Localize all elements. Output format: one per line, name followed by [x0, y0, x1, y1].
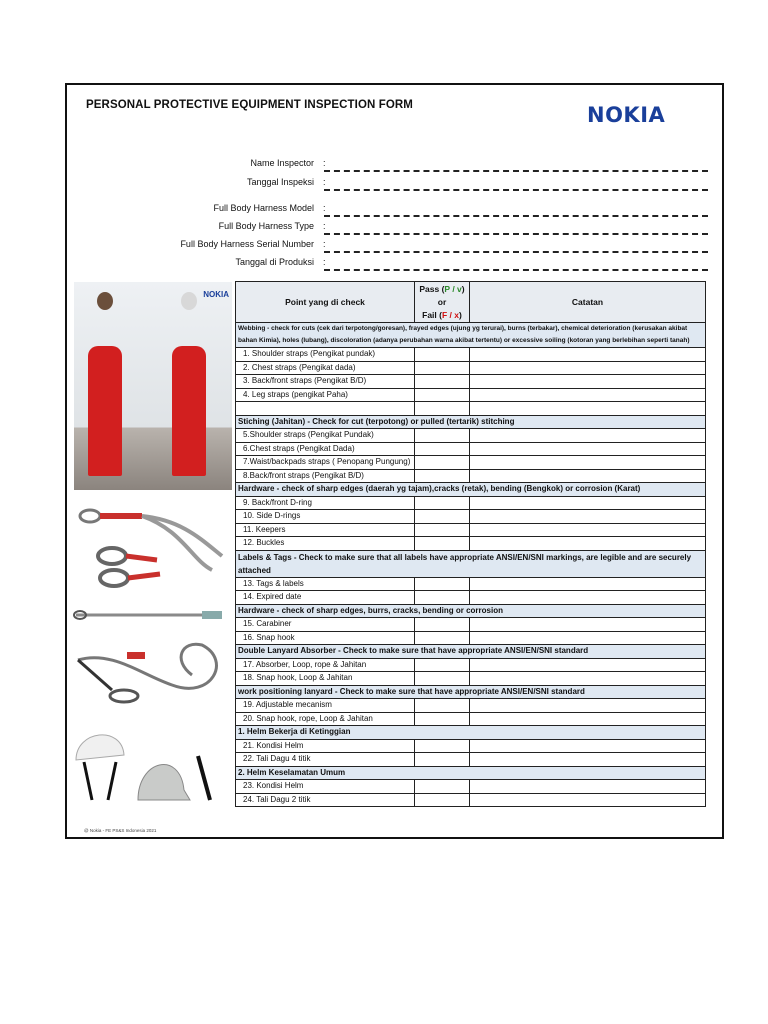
- field-input[interactable]: [324, 269, 708, 271]
- check-item-row: [236, 699, 706, 713]
- check-item-label: 6.Chest straps (Pengikat Dada): [236, 442, 415, 456]
- check-item-label: 14. Expired date: [236, 591, 415, 605]
- section-header-row: [236, 645, 706, 659]
- check-item-row: [236, 456, 706, 470]
- notes-cell[interactable]: [470, 496, 706, 510]
- pass-fail-cell[interactable]: [415, 780, 470, 794]
- person-back-helmet: [181, 292, 197, 310]
- equipment-illustrations: [72, 500, 234, 830]
- check-item-label: 17. Absorber, Loop, rope & Jahitan: [236, 658, 415, 672]
- notes-cell[interactable]: [470, 672, 706, 686]
- copyright-note: @ Nokia - FE PS&S Indonesia 2021: [84, 828, 157, 833]
- pass-fail-cell[interactable]: [415, 537, 470, 551]
- field-input[interactable]: [324, 215, 708, 217]
- field-input[interactable]: [324, 189, 708, 191]
- check-item-label: 13. Tags & labels: [236, 577, 415, 591]
- check-item-row: [236, 402, 706, 416]
- section-header-row: [236, 604, 706, 618]
- check-item-row: [236, 739, 706, 753]
- field-colon: :: [323, 203, 326, 213]
- notes-cell[interactable]: [470, 780, 706, 794]
- check-item-label: 11. Keepers: [236, 523, 415, 537]
- col-pass-fail-header: Pass (P / v) or Fail (F / x): [415, 282, 470, 323]
- col-notes-header: Catatan: [470, 282, 706, 323]
- field-row: [80, 218, 708, 236]
- check-item-label: 12. Buckles: [236, 537, 415, 551]
- notes-cell[interactable]: [470, 348, 706, 362]
- pass-fail-cell[interactable]: [415, 375, 470, 389]
- section-header-row: [236, 726, 706, 740]
- field-label: Full Body Harness Model: [213, 203, 314, 213]
- notes-cell[interactable]: [470, 712, 706, 726]
- notes-cell[interactable]: [470, 456, 706, 470]
- check-item-label: 10. Side D-rings: [236, 510, 415, 524]
- field-row: [80, 236, 708, 254]
- notes-cell[interactable]: [470, 591, 706, 605]
- section-title: Webbing - check for cuts (cek dari terpotong/goresan), frayed edges (ujung yg terurai), burns (terbakar), chemical deterioration (kerusakan akibat bahan Kimia), holes (lubang), discoloration (adanya perubahan warna akibat tertentu) or excessive soiling (kotoran yang berlebihan seperti tanah): [236, 323, 706, 348]
- check-item-label: 21. Kondisi Helm: [236, 739, 415, 753]
- section-header-row: [236, 766, 706, 780]
- notes-cell[interactable]: [470, 658, 706, 672]
- notes-cell[interactable]: [470, 429, 706, 443]
- pass-fail-cell[interactable]: [415, 456, 470, 470]
- notes-cell[interactable]: [470, 577, 706, 591]
- section-header-row: [236, 323, 706, 348]
- pass-fail-cell[interactable]: [415, 496, 470, 510]
- section-header-row: [236, 550, 706, 577]
- check-item-row: [236, 442, 706, 456]
- pass-fail-cell[interactable]: [415, 699, 470, 713]
- notes-cell[interactable]: [470, 442, 706, 456]
- check-item-row: [236, 537, 706, 551]
- pass-fail-cell[interactable]: [415, 469, 470, 483]
- person-back-figure: [172, 346, 206, 476]
- notes-cell[interactable]: [470, 375, 706, 389]
- double-lanyard-image: [80, 510, 222, 586]
- check-item-label: 3. Back/front straps (Pengikat B/D): [236, 375, 415, 389]
- helmet-images: [76, 735, 210, 800]
- check-item-row: [236, 780, 706, 794]
- pass-fail-cell[interactable]: [415, 631, 470, 645]
- field-input[interactable]: [324, 170, 708, 172]
- section-header-row: [236, 415, 706, 429]
- notes-cell[interactable]: [470, 537, 706, 551]
- check-item-row: [236, 361, 706, 375]
- field-colon: :: [323, 221, 326, 231]
- pass-fail-cell[interactable]: [415, 523, 470, 537]
- check-item-row: [236, 658, 706, 672]
- pass-fail-cell[interactable]: [415, 348, 470, 362]
- notes-cell[interactable]: [470, 388, 706, 402]
- notes-cell[interactable]: [470, 631, 706, 645]
- section-title: work positioning lanyard - Check to make sure that have appropriate ANSI/EN/SNI standard: [236, 685, 706, 699]
- check-item-label: 19. Adjustable mecanism: [236, 699, 415, 713]
- notes-cell[interactable]: [470, 793, 706, 807]
- field-row: [80, 254, 708, 272]
- notes-cell[interactable]: [470, 618, 706, 632]
- field-colon: :: [323, 158, 326, 168]
- check-item-row: [236, 469, 706, 483]
- check-item-label: 9. Back/front D-ring: [236, 496, 415, 510]
- section-title: 2. Helm Keselamatan Umum: [236, 766, 706, 780]
- photo-nokia-logo: NOKIA: [203, 290, 229, 299]
- section-title: 1. Helm Bekerja di Ketinggian: [236, 726, 706, 740]
- field-input[interactable]: [324, 233, 708, 235]
- section-title: Hardware - check of sharp edges (daerah yg tajam),cracks (retak), bending (Bengkok) or corrosion (Karat): [236, 483, 706, 497]
- check-item-label: 4. Leg straps (pengikat Paha): [236, 388, 415, 402]
- check-item-row: [236, 429, 706, 443]
- pass-fail-cell[interactable]: [415, 591, 470, 605]
- field-colon: :: [323, 239, 326, 249]
- pass-fail-cell[interactable]: [415, 402, 470, 416]
- check-item-row: [236, 577, 706, 591]
- notes-cell[interactable]: [470, 523, 706, 537]
- check-item-row: [236, 591, 706, 605]
- pass-fail-cell[interactable]: [415, 793, 470, 807]
- col-point-header: Point yang di check: [236, 282, 415, 323]
- field-row: [80, 155, 708, 173]
- field-label: Tanggal di Produksi: [235, 257, 314, 267]
- pass-fail-cell[interactable]: [415, 510, 470, 524]
- check-item-label: 16. Snap hook: [236, 631, 415, 645]
- check-item-label: 2. Chest straps (Pengikat dada): [236, 361, 415, 375]
- check-item-label: 20. Snap hook, rope, Loop & Jahitan: [236, 712, 415, 726]
- check-item-label: [236, 402, 415, 416]
- check-item-label: 8.Back/front straps (Pengikat B/D): [236, 469, 415, 483]
- notes-cell[interactable]: [470, 753, 706, 767]
- person-front-figure: [88, 346, 122, 476]
- check-item-row: [236, 712, 706, 726]
- field-input[interactable]: [324, 251, 708, 253]
- pass-fail-cell[interactable]: [415, 442, 470, 456]
- pass-fail-cell[interactable]: [415, 361, 470, 375]
- pass-fail-cell[interactable]: [415, 739, 470, 753]
- check-item-label: 7.Waist/backpads straps ( Penopang Pungung): [236, 456, 415, 470]
- inspection-table: [235, 281, 706, 807]
- harness-photo: [74, 282, 232, 490]
- pass-fail-cell[interactable]: [415, 388, 470, 402]
- check-item-label: 22. Tali Dagu 4 titik: [236, 753, 415, 767]
- pass-fail-cell[interactable]: [415, 577, 470, 591]
- field-colon: :: [323, 257, 326, 267]
- section-title: Stiching (Jahitan) - Check for cut (terpotong) or pulled (tertarik) stitching: [236, 415, 706, 429]
- check-item-row: [236, 375, 706, 389]
- check-item-label: 1. Shoulder straps (Pengikat pundak): [236, 348, 415, 362]
- check-item-row: [236, 523, 706, 537]
- field-colon: :: [323, 177, 326, 187]
- pass-fail-cell[interactable]: [415, 658, 470, 672]
- section-title: Labels & Tags - Check to make sure that all labels have appropriate ANSI/EN/SNI markings, are legible and are securely attached: [236, 550, 706, 577]
- check-item-label: 15. Carabiner: [236, 618, 415, 632]
- check-item-row: [236, 388, 706, 402]
- check-item-row: [236, 793, 706, 807]
- field-label: Full Body Harness Serial Number: [180, 239, 314, 249]
- pass-fail-cell[interactable]: [415, 753, 470, 767]
- person-front-head: [97, 292, 113, 310]
- check-item-row: [236, 672, 706, 686]
- positioning-lanyard-image: [74, 611, 222, 619]
- field-row: [80, 174, 708, 192]
- pass-fail-cell[interactable]: [415, 429, 470, 443]
- field-label: Full Body Harness Type: [218, 221, 314, 231]
- check-item-row: [236, 510, 706, 524]
- field-label: Tanggal Inspeksi: [246, 177, 314, 187]
- check-item-row: [236, 618, 706, 632]
- notes-cell[interactable]: [470, 739, 706, 753]
- notes-cell[interactable]: [470, 361, 706, 375]
- notes-cell[interactable]: [470, 402, 706, 416]
- check-item-row: [236, 348, 706, 362]
- pass-fail-cell[interactable]: [415, 712, 470, 726]
- pass-fail-cell[interactable]: [415, 672, 470, 686]
- check-item-row: [236, 631, 706, 645]
- check-item-row: [236, 496, 706, 510]
- section-title: Double Lanyard Absorber - Check to make sure that have appropriate ANSI/EN/SNI standard: [236, 645, 706, 659]
- field-label: Name Inspector: [250, 158, 314, 168]
- notes-cell[interactable]: [470, 469, 706, 483]
- section-title: Hardware - check of sharp edges, burrs, cracks, bending or corrosion: [236, 604, 706, 618]
- check-item-row: [236, 753, 706, 767]
- check-item-label: 18. Snap hook, Loop & Jahitan: [236, 672, 415, 686]
- section-header-row: [236, 483, 706, 497]
- notes-cell[interactable]: [470, 699, 706, 713]
- section-header-row: [236, 685, 706, 699]
- check-item-label: 23. Kondisi Helm: [236, 780, 415, 794]
- pass-fail-cell[interactable]: [415, 618, 470, 632]
- check-item-label: 24. Tali Dagu 2 titik: [236, 793, 415, 807]
- rope-lanyard-image: [78, 644, 216, 702]
- form-title: PERSONAL PROTECTIVE EQUIPMENT INSPECTION FORM: [86, 99, 413, 111]
- field-row: [80, 200, 708, 218]
- check-item-label: 5.Shoulder straps (Pengikat Pundak): [236, 429, 415, 443]
- notes-cell[interactable]: [470, 510, 706, 524]
- nokia-logo: NOKIA: [587, 103, 666, 127]
